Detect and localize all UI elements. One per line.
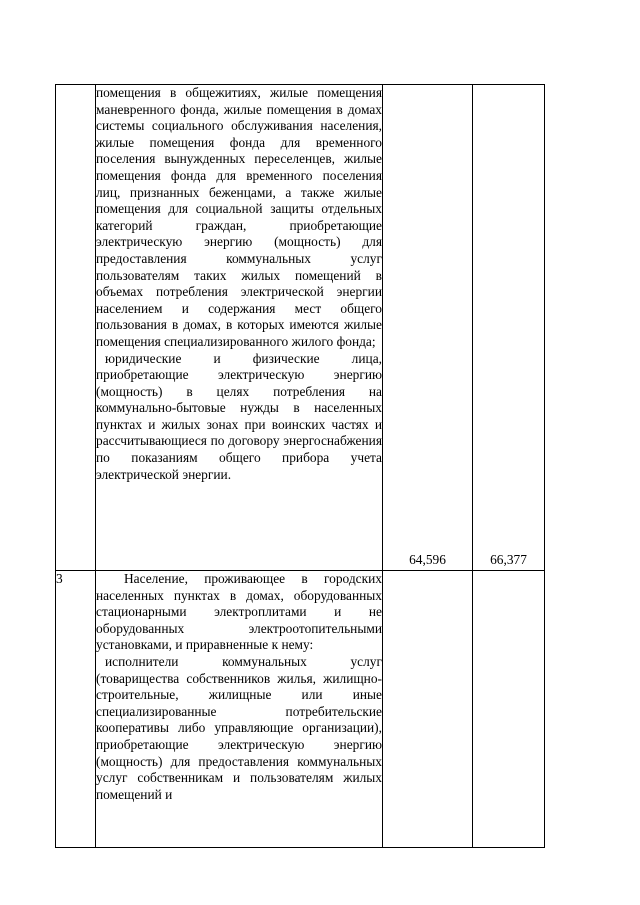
- tariff-value-2: 66,377: [473, 85, 545, 571]
- row-number: [56, 85, 96, 571]
- row-description: [96, 571, 383, 848]
- table-row: [56, 85, 545, 571]
- tariff-value-1: [383, 571, 473, 848]
- row-number: 3: [56, 571, 96, 848]
- description-paragraph: исполнители коммунальных услуг (товарищества собственников жилья, жилищно-строительные, жилищные или иные специализированные потребительские кооперативы либо управляющие организации), приобретающие электрическую энергию (мощность) для предоставления коммунальных услуг собственникам и пользователям жилых помещений и: [96, 653, 382, 802]
- tariff-table: [55, 84, 545, 848]
- description-paragraph: Население, проживающее в городских населенных пунктах в домах, оборудованных стационарными электроплитами и не оборудованных электроотопительными установками, и приравненные к нему:: [96, 571, 382, 653]
- tariff-value-1: 64,596: [383, 85, 473, 571]
- row-description: [96, 85, 383, 571]
- description-paragraph: юридические и физические лица, приобретающие электрическую энергию (мощность) в целях потребления на коммунально-бытовые нужды в населенных пунктах и жилых зонах при воинских частях и рассчитывающиеся по договору энергоснабжения по показаниям общего прибора учета электрической энергии.: [96, 350, 382, 482]
- description-paragraph: помещения в общежитиях, жилые помещения маневренного фонда, жилые помещения в домах системы социального обслуживания населения, жилые помещения фонда для временного поселения вынужденных переселенцев, жилые помещения фонда для временного поселения лиц, признанных беженцами, а также жилые помещения для социальной защиты отдельных категорий граждан, приобретающие электрическую энергию (мощность) для предоставления коммунальных услуг пользователям таких жилых помещений в объемах потребления электрической энергии населением и содержания мест общего пользования в домах, в которых имеются жилые помещения специализированного жилого фонда;: [96, 85, 382, 349]
- table-row: [56, 571, 545, 848]
- tariff-value-2: [473, 571, 545, 848]
